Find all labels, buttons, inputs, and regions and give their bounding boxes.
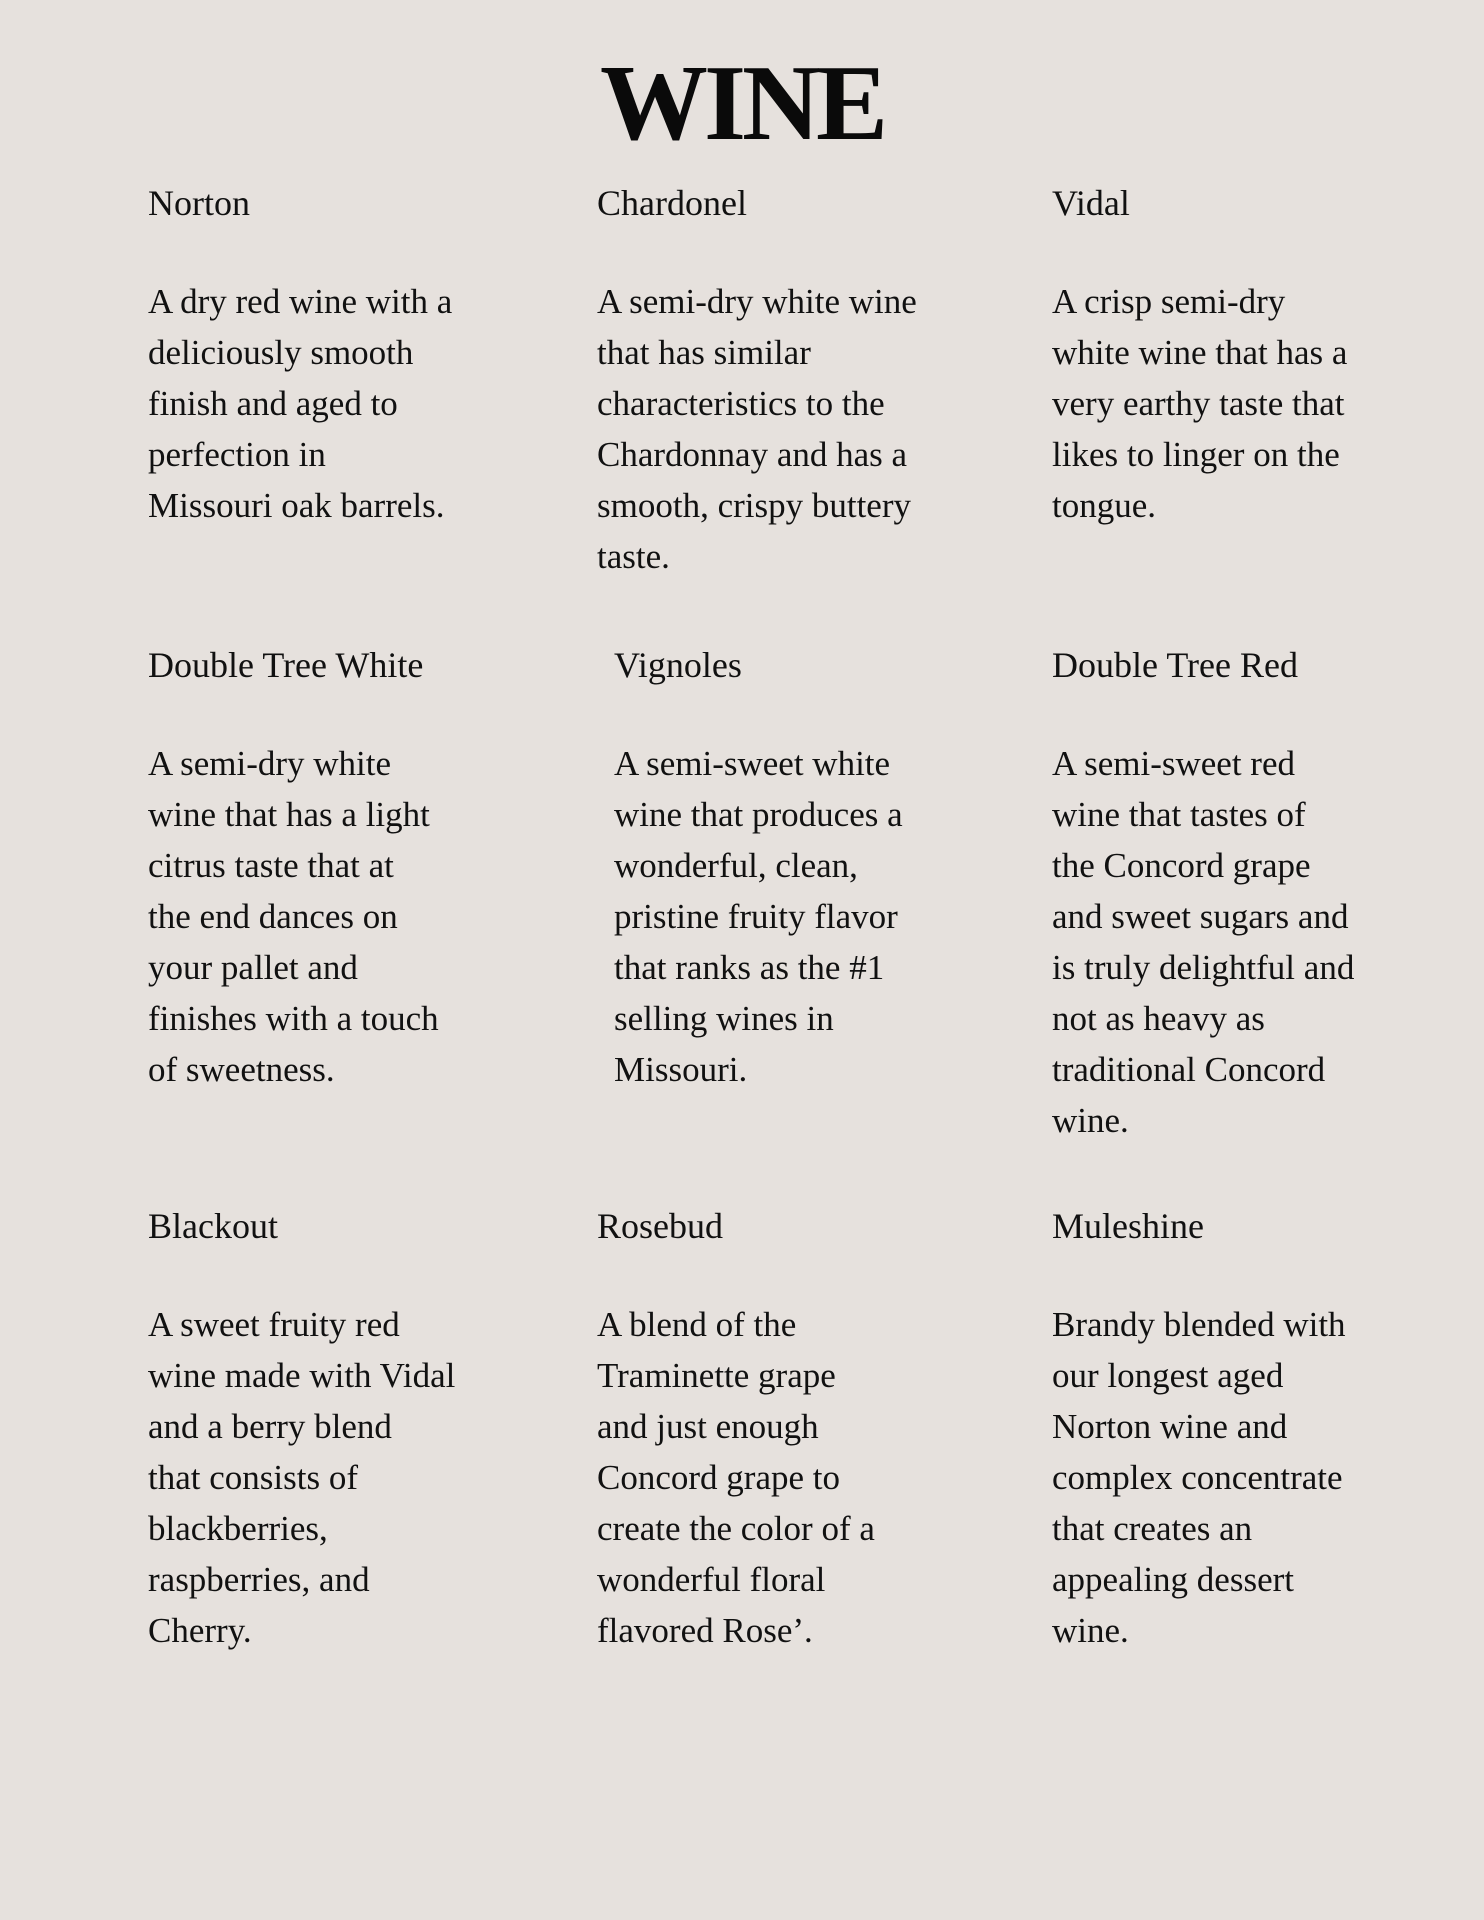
wine-description: A blend of the Traminette grape and just enough Concord grape to create the color of a wonderful floral flavored Rose’.	[597, 1305, 875, 1651]
wine-item-double-tree-red	[1052, 645, 1402, 1146]
wine-item-double-tree-white	[148, 645, 498, 1095]
wine-description: A sweet fruity red wine made with Vidal and a berry blend that consists of blackberries, raspberries, and Cherry.	[148, 1305, 456, 1651]
wine-item-vignoles	[614, 645, 964, 1095]
wine-description: A dry red wine with a deliciously smooth finish and aged to perfection in Missouri oak barrels.	[148, 282, 453, 526]
wine-description: Brandy blended with our longest aged Norton wine and complex concentrate that creates an appealing dessert wine.	[1052, 1305, 1346, 1651]
wine-name: Norton	[148, 183, 250, 223]
page-title: WINE	[599, 44, 885, 163]
wine-item-vidal	[1052, 183, 1402, 531]
wine-item-blackout	[148, 1206, 498, 1656]
wine-description: A semi-sweet white wine that produces a wonderful, clean, pristine fruity flavor that ranks as the #1 selling wines in Missouri.	[614, 744, 903, 1090]
wine-item-muleshine	[1052, 1206, 1402, 1656]
wine-name: Double Tree Red	[1052, 645, 1298, 685]
wine-description: A semi-dry white wine that has similar characteristics to the Chardonnay and has a smooth, crispy buttery taste.	[597, 282, 917, 577]
wine-name: Muleshine	[1052, 1206, 1204, 1246]
wine-description: A semi-sweet red wine that tastes of the Concord grape and sweet sugars and is truly delightful and not as heavy as traditional Concord wine.	[1052, 744, 1355, 1141]
wine-name: Chardonel	[597, 183, 747, 223]
wine-description: A crisp semi-dry white wine that has a very earthy taste that likes to linger on the tongue.	[1052, 282, 1348, 526]
wine-description: A semi-dry white wine that has a light citrus taste that at the end dances on your pallet and finishes with a touch of sweetness.	[148, 744, 439, 1090]
wine-name: Vignoles	[614, 645, 742, 685]
wine-item-norton	[148, 183, 498, 531]
wine-item-rosebud	[597, 1206, 947, 1656]
wine-name: Blackout	[148, 1206, 278, 1246]
wine-name: Double Tree White	[148, 645, 424, 685]
wine-name: Rosebud	[597, 1206, 723, 1246]
wine-item-chardonel	[597, 183, 947, 582]
wine-name: Vidal	[1052, 183, 1130, 223]
